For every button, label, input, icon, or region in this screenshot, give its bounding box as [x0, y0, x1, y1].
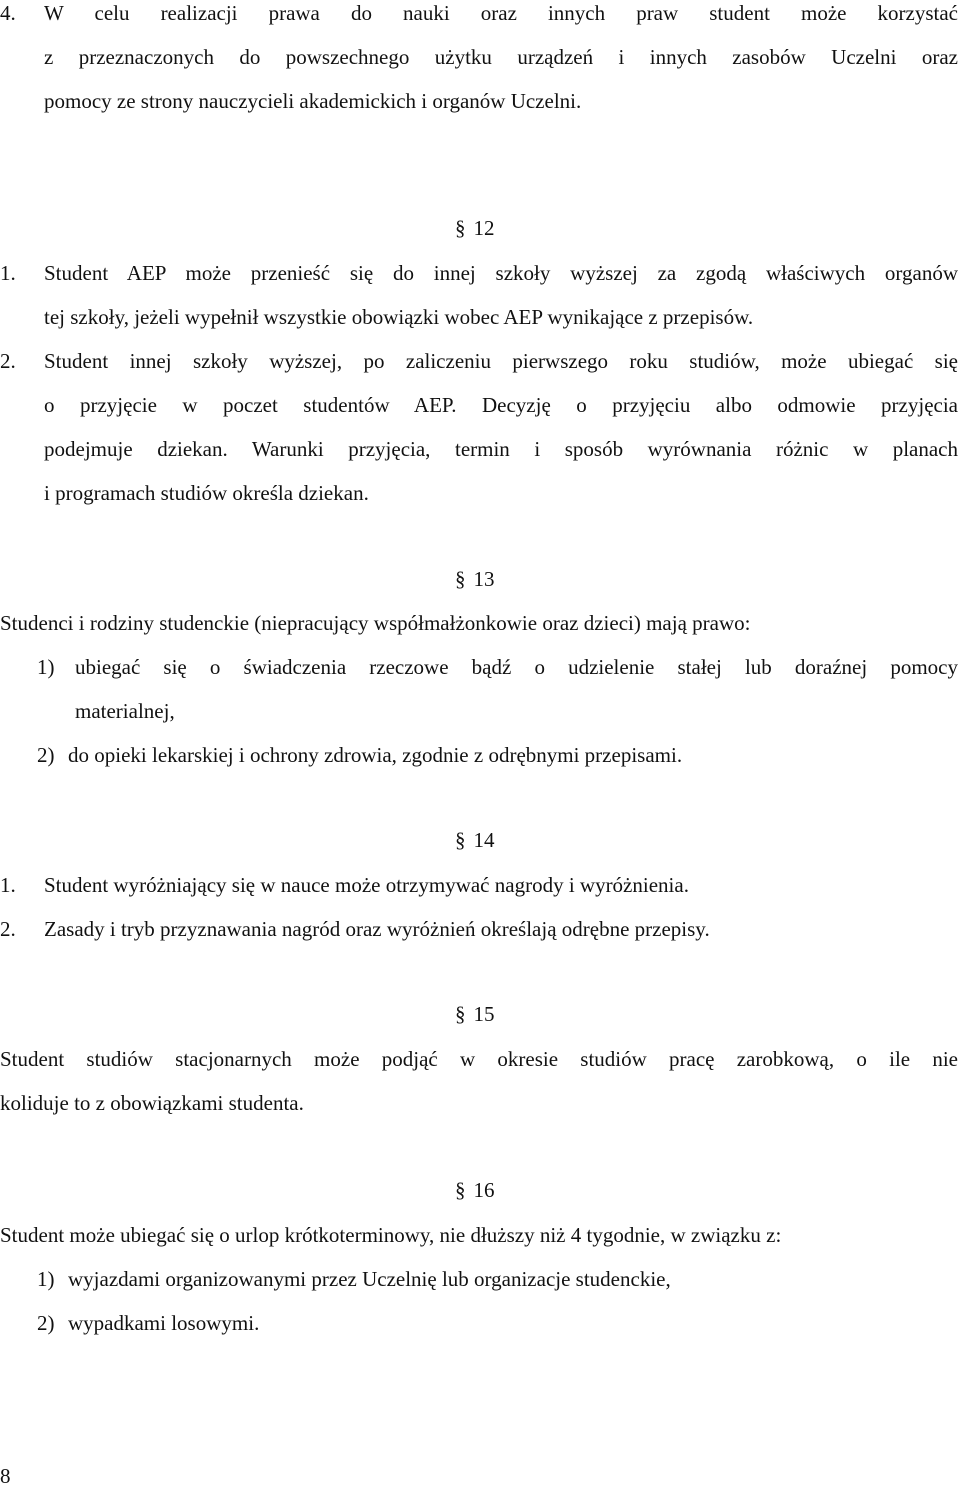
line-text: z przeznaczonych do powszechnego użytku urządzeń i innych zasobów Uczelni oraz [44, 45, 958, 69]
section-number: 14 [473, 828, 495, 852]
section-symbol: § [455, 567, 466, 591]
line-text: Student może ubiegać się o urlop krótkoterminowy, nie dłuższy niż 4 tygodnie, w związku z: [0, 1223, 782, 1247]
line-text: ubiegać się o świadczenia rzeczowe bądź o udzielenie stałej lub doraźnej pomocy [75, 655, 958, 679]
item-number: 2. [0, 917, 16, 941]
section-symbol: § [455, 828, 466, 852]
section-number: 16 [473, 1178, 495, 1202]
section-15-body [0, 1046, 958, 1134]
section-intro [0, 610, 958, 654]
list-item-line [0, 392, 958, 436]
list-item [0, 348, 958, 392]
paragraph-line [0, 0, 958, 44]
list-item-line [0, 480, 958, 524]
line-text: do opieki lekarskiej i ochrony zdrowia, zgodnie z odrębnymi przepisami. [68, 743, 683, 767]
line-text: Student AEP może przenieść się do innej szkoły wyższej za zgodą właściwych organów [44, 261, 958, 285]
section-symbol: § [455, 216, 466, 240]
line-text: Zasady i tryb przyznawania nagród oraz wyróżnień określają odrębne przepisy. [44, 917, 710, 941]
item-number: 2) [37, 743, 55, 767]
line-text: Student innej szkoły wyższej, po zaliczeniu pierwszego roku studiów, może ubiegać się [44, 349, 958, 373]
section-heading-15 [455, 1002, 495, 1027]
line-text: W celu realizacji prawa do nauki oraz innych praw student może korzystać [44, 1, 958, 25]
paragraph-line [0, 44, 958, 88]
line-text: Student studiów stacjonarnych może podjąć w okresie studiów pracę zarobkową, o ile nie [0, 1047, 958, 1071]
item-number: 1. [0, 261, 16, 285]
paragraph-4 [0, 0, 958, 132]
item-number: 2) [37, 1311, 55, 1335]
section-intro [0, 1222, 958, 1266]
line-text: tej szkoły, jeżeli wypełnił wszystkie obowiązki wobec AEP wynikające z przepisów. [44, 305, 754, 329]
paragraph-line [0, 1090, 958, 1134]
list-item-line [0, 436, 958, 480]
list-item [0, 742, 958, 786]
item-number: 2. [0, 349, 16, 373]
line-text: materialnej, [75, 699, 175, 723]
line-text: o przyjęcie w poczet studentów AEP. Decyzję o przyjęciu albo odmowie przyjęcia [44, 393, 958, 417]
section-14-body [0, 872, 958, 960]
list-item [0, 916, 958, 960]
line-text: wyjazdami organizowanymi przez Uczelnię lub organizacje studenckie, [68, 1267, 671, 1291]
section-16-body [0, 1222, 958, 1354]
list-item [0, 1266, 958, 1310]
line-text: koliduje to z obowiązkami studenta. [0, 1091, 304, 1115]
line-text: i programach studiów określa dziekan. [44, 481, 369, 505]
list-item [0, 260, 958, 304]
section-13-body [0, 610, 958, 786]
list-item [0, 1310, 958, 1354]
line-text: wypadkami losowymi. [68, 1311, 260, 1335]
item-number: 1) [37, 655, 55, 679]
section-number: 13 [473, 567, 495, 591]
line-text: Student wyróżniający się w nauce może otrzymywać nagrody i wyróżnienia. [44, 873, 689, 897]
line-text: podejmuje dziekan. Warunki przyjęcia, termin i sposób wyrównania różnic w planach [44, 437, 958, 461]
item-number: 1) [37, 1267, 55, 1291]
section-symbol: § [455, 1178, 466, 1202]
item-number: 4. [0, 1, 16, 25]
paragraph-line [0, 1046, 958, 1090]
item-number: 1. [0, 873, 16, 897]
list-item-line [0, 304, 958, 348]
section-number: 12 [473, 216, 495, 240]
section-heading-16 [455, 1178, 495, 1203]
list-item [0, 654, 958, 698]
section-12-body [0, 260, 958, 524]
line-text: Studenci i rodziny studenckie (niepracujący współmałżonkowie oraz dzieci) mają prawo: [0, 611, 751, 635]
page-number: 8 [0, 1464, 11, 1488]
list-item [0, 872, 958, 916]
section-heading-12 [455, 216, 495, 241]
line-text: pomocy ze strony nauczycieli akademickich i organów Uczelni. [44, 89, 582, 113]
section-heading-13 [455, 567, 495, 592]
paragraph-line [0, 88, 958, 132]
section-symbol: § [455, 1002, 466, 1026]
list-item-line [0, 698, 958, 742]
section-number: 15 [473, 1002, 495, 1026]
section-heading-14 [455, 828, 495, 853]
